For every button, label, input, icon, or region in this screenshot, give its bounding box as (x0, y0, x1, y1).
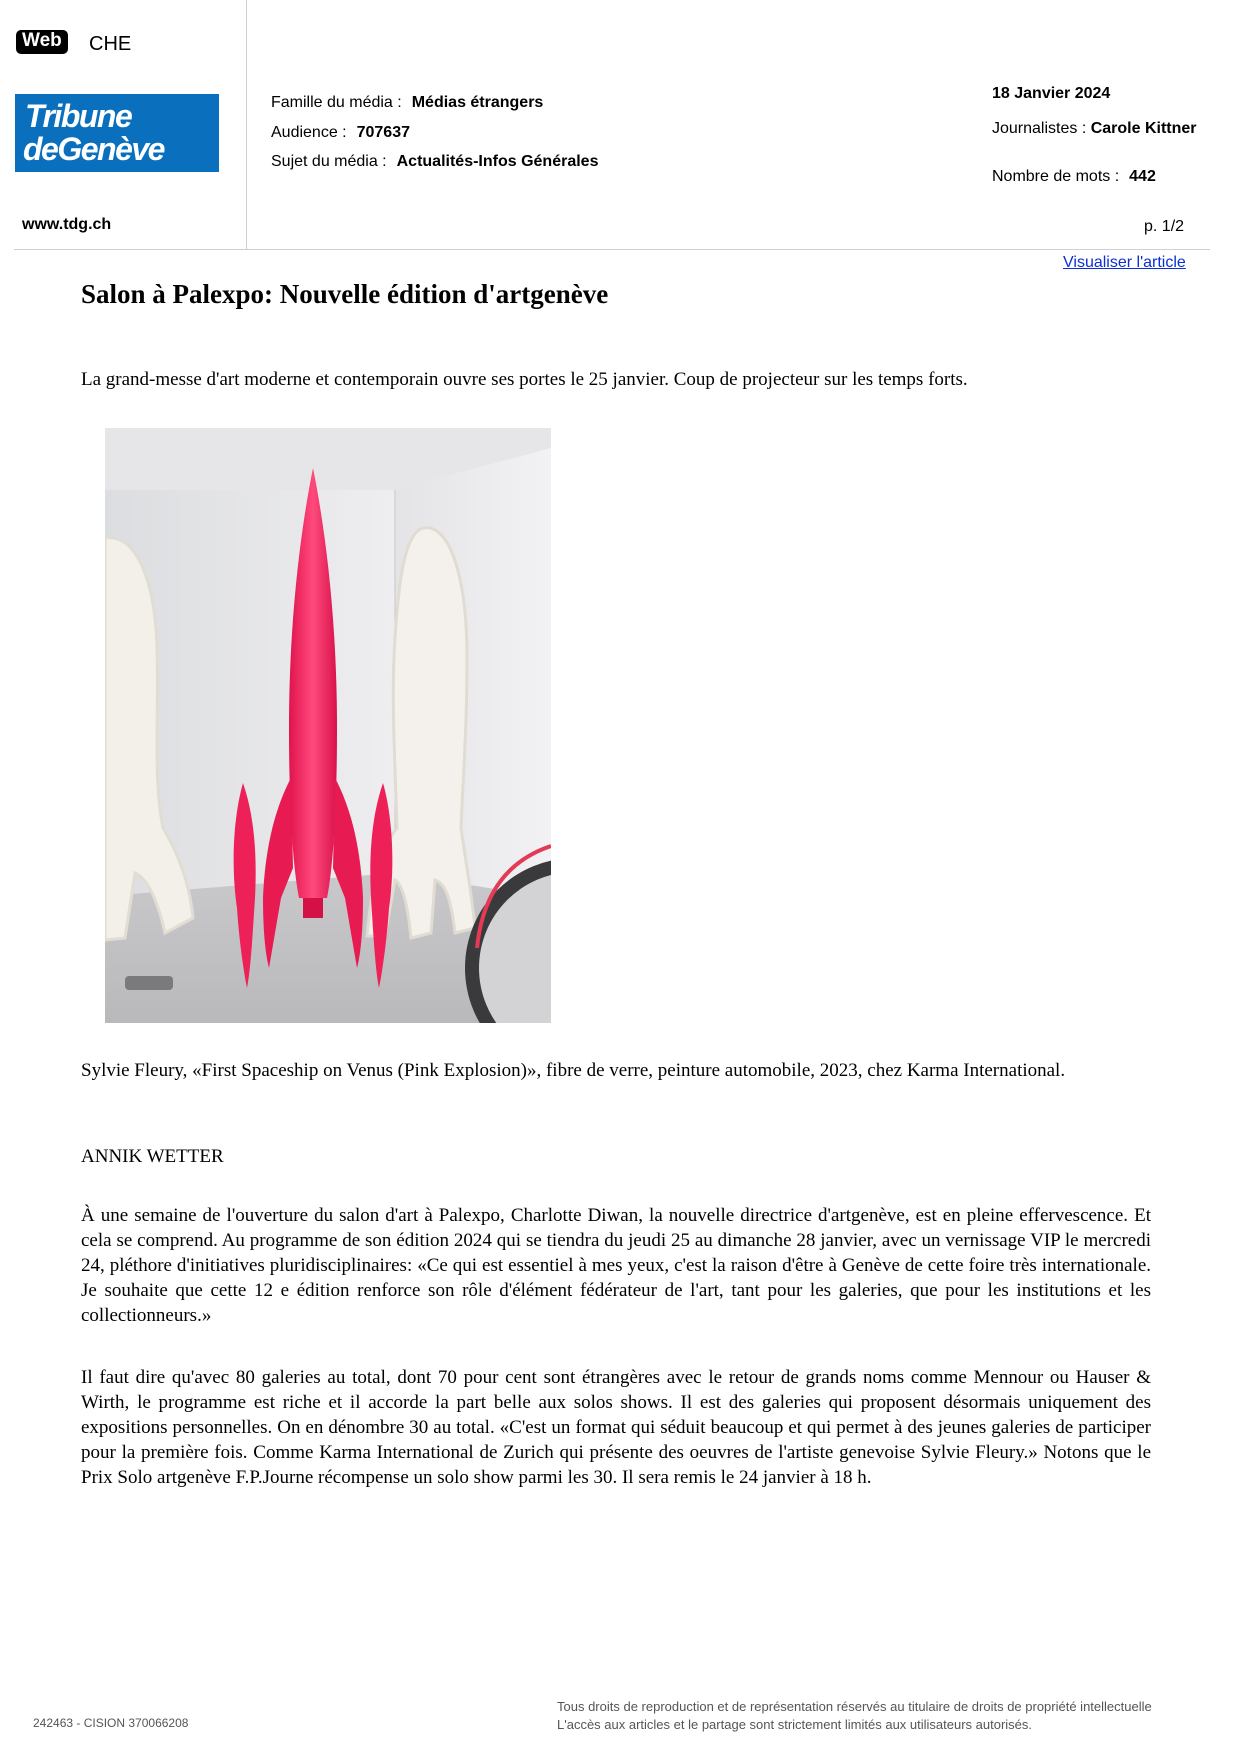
word-count-value: 442 (1129, 168, 1156, 185)
view-article-link[interactable]: Visualiser l'article (1063, 254, 1186, 271)
page-number: p. 1/2 (1144, 218, 1185, 235)
web-badge: Web (16, 30, 68, 54)
media-family-value: Médias étrangers (411, 94, 544, 111)
article-paragraph: Il faut dire qu'avec 80 galeries au total, dont 70 pour cent sont étrangères avec le retour de grands noms comme Mennour ou Hauser & Wirth, le programme est riche et il accorde la part belle aux solos shows. Il est des galeries qui proposent désormais uniquement des expositions personnelles. On en dénombre 30 au total. «C'est un format qui séduit beaucoup et qui permet à des jeunes galeries de participer pour la première fois. Comme Karma International de Zurich qui présente des oeuvres de l'artiste genevoise Sylvie Fleury.» Notons que le Prix Solo artgenève F.P.Journe récompense un solo show parmi les 30. Il sera remis le 24 janvier à 18 h. (81, 1367, 1151, 1488)
photo-caption: Sylvie Fleury, «First Spaceship on Venus (Pink Explosion)», fibre de verre, peinture automobile, 2023, chez Karma International. (81, 1060, 1066, 1081)
audience-label: Audience : (271, 124, 347, 141)
article-photo (105, 428, 551, 1023)
footer-rights (557, 1698, 1152, 1734)
media-family (271, 93, 543, 113)
journalists (992, 114, 1212, 144)
journalists-label: Journalistes : (992, 120, 1087, 137)
audience-value: 707637 (356, 124, 410, 141)
article-title: Salon à Palexpo: Nouvelle édition d'artgenève (81, 279, 609, 309)
article-paragraph: À une semaine de l'ouverture du salon d'art à Palexpo, Charlotte Diwan, la nouvelle directrice d'artgenève, est en pleine effervescence. Et cela se comprend. Au programme de son édition 2024 qui se tiendra du jeudi 25 au dimanche 28 janvier, avec un vernissage VIP le mercredi 24, pléthore d'initiatives pluridisciplinaires: «Ce qui est essentiel à mes yeux, c'est la raison d'être à Genève de cette foire très internationale. Je souhaite que cette 12 e édition renforce son rôle d'élément fédérateur de l'art, tant pour les galeries, que pour les institutions et les collectionneurs.» (81, 1205, 1151, 1326)
media-family-label: Famille du média : (271, 94, 402, 111)
publication-date: 18 Janvier 2024 (992, 85, 1111, 102)
header-divider (14, 249, 1210, 250)
logo-line-1: Tribune (25, 98, 132, 134)
tribune-de-geneve-logo (15, 94, 219, 172)
footer-rights-line-2: L'accès aux articles et le partage sont strictement limités aux utilisateurs autorisés. (557, 1717, 1033, 1732)
logo-line-2: deGenève (23, 131, 164, 167)
journalists-value: Carole Kittner (1090, 120, 1197, 137)
header-left-panel (0, 0, 247, 249)
subject-value: Actualités-Infos Générales (396, 153, 599, 170)
footer-id: 242463 - CISION 370066208 (33, 1716, 189, 1730)
audience (271, 123, 410, 143)
subject-label: Sujet du média : (271, 153, 387, 170)
footer-rights-line-1: Tous droits de reproduction et de représentation réservés au titulaire de droits de propriété intellectuelle (557, 1699, 1152, 1714)
word-count-label: Nombre de mots : (992, 168, 1120, 185)
article-author: ANNIK WETTER (81, 1146, 224, 1167)
word-count (992, 167, 1156, 187)
site-url: www.tdg.ch (22, 216, 112, 233)
country-code: CHE (89, 33, 132, 55)
article-lead: La grand-messe d'art moderne et contemporain ouvre ses portes le 25 janvier. Coup de projecteur sur les temps forts. (81, 369, 968, 390)
media-subject (271, 152, 598, 172)
